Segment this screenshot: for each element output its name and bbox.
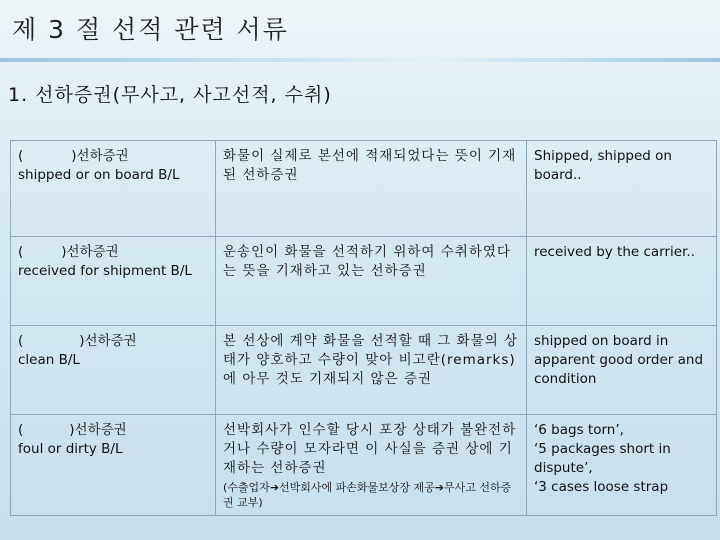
table-row: [11, 415, 717, 516]
english-cell: [527, 326, 717, 415]
term-ko-label: )선하증권: [71, 148, 129, 164]
blank-open: (: [18, 148, 24, 164]
description-cell: [216, 326, 527, 415]
arrow-right-icon: ➔: [434, 481, 444, 494]
term-en: foul or dirty B/L: [18, 441, 123, 457]
term-en: clean B/L: [18, 352, 80, 368]
english-text: received by the carrier..: [534, 244, 695, 260]
description-text: 화물이 실제로 본선에 적재되었다는 뜻이 기재된 선하증권: [223, 148, 517, 183]
description-cell: [216, 415, 527, 516]
english-text: shipped on board in apparent good order and condition: [534, 333, 704, 387]
term-ko-label: )선하증권: [79, 333, 137, 349]
term-en: received for shipment B/L: [18, 263, 192, 279]
term-cell: [11, 237, 216, 326]
table-row: [11, 237, 717, 326]
term-cell: [11, 141, 216, 237]
table-row: [11, 326, 717, 415]
english-text-line: ‘6 bags torn’,: [534, 422, 624, 438]
english-text: Shipped, shipped on board..: [534, 148, 672, 183]
blank-open: (: [18, 244, 24, 260]
bill-of-lading-table: [10, 140, 717, 516]
term-ko: [18, 421, 209, 440]
title-divider: [0, 58, 720, 62]
note-part: 무사고 선하증권 교부): [223, 481, 512, 509]
blank-open: (: [18, 333, 24, 349]
english-cell: [527, 415, 717, 516]
term-en: shipped or on board B/L: [18, 167, 180, 183]
description-text: 운송인이 화물을 선적하기 위하여 수취하였다는 뜻을 기재하고 있는 선하증권: [223, 244, 511, 279]
description-text: 선박회사가 인수할 당시 포장 상태가 불완전하거나 수량이 모자라면 이 사실을 증권 상에 기재하는 선하증권: [223, 422, 517, 476]
note-part: 선박회사에 파손화물보상장 제공: [279, 481, 435, 494]
english-cell: [527, 237, 717, 326]
slide-title: 제 3 절 선적 관련 서류: [12, 15, 289, 44]
section-heading: 1. 선하증권(무사고, 사고선적, 수취): [8, 84, 332, 106]
description-cell: [216, 141, 527, 237]
term-cell: [11, 326, 216, 415]
term-ko-label: )선하증권: [69, 422, 127, 438]
description-text: 본 선상에 계약 화물을 선적할 때 그 화물의 상태가 양호하고 수량이 맞아 비고란(remarks)에 아무 것도 기재되지 않은 증권: [223, 333, 519, 387]
term-ko: [18, 147, 209, 166]
term-ko-label: )선하증권: [61, 244, 119, 260]
term-ko: [18, 332, 209, 351]
arrow-right-icon: ➔: [269, 481, 280, 494]
description-cell: [216, 237, 527, 326]
english-cell: [527, 141, 717, 237]
english-text-line: ‘5 packages short in dispute’,: [534, 441, 671, 476]
description-note: [223, 480, 520, 510]
blank-open: (: [18, 422, 24, 438]
term-ko: [18, 243, 209, 262]
table-row: [11, 141, 717, 237]
note-part: (수출업자: [223, 481, 270, 494]
english-text-line: ‘3 cases loose strap: [534, 479, 669, 495]
term-cell: [11, 415, 216, 516]
